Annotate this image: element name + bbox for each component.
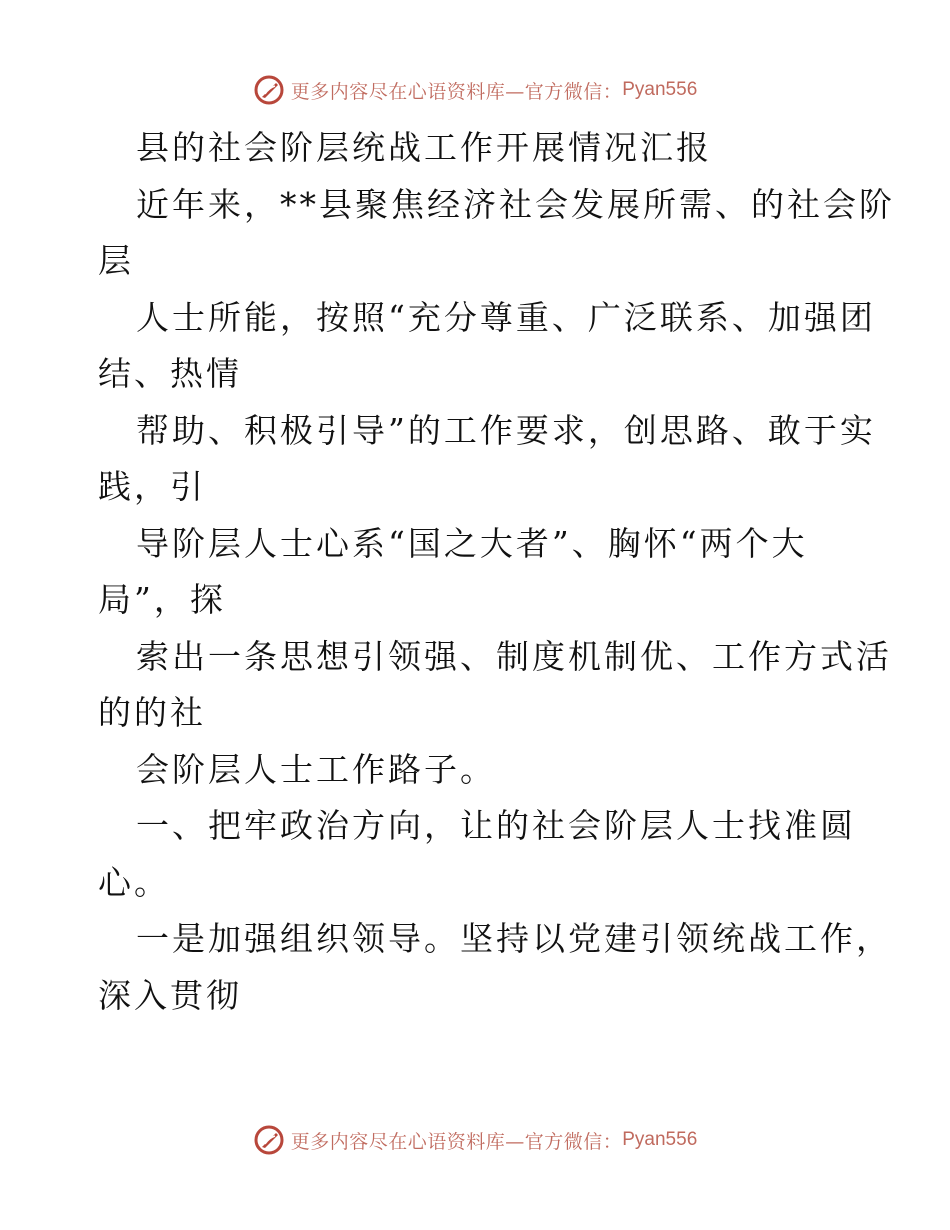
body-line: 帮助、积极引导”的工作要求，创思路、敢于实 [136,410,876,450]
quill-logo-icon [253,74,285,106]
footer-watermark [0,1120,950,1160]
document-body [98,120,895,1024]
body-line: 导阶层人士心系“国之大者”、胸怀“两个大 [136,523,808,563]
body-line: 近年来，**县聚焦经济社会发展所需、的社会阶 [136,184,895,224]
body-line: 人士所能，按照“充分尊重、广泛联系、加强团 [136,297,876,337]
body-line: 层 [98,241,134,280]
document-title: 县的社会阶层统战工作开展情况汇报 [136,128,712,167]
section-heading: 一、把牢政治方向，让的社会阶层人士找准圆 [136,806,856,845]
body-line: 索出一条思想引领强、制度机制优、工作方式活 [136,636,892,676]
body-line: 局”，探 [98,580,226,619]
body-line: 的的社 [98,693,206,732]
body-line: 一是加强组织领导。坚持以党建引领统战工作， [136,919,892,958]
body-line: 践，引 [98,467,206,506]
watermark-wechat-id: Pyan556 [622,79,698,100]
watermark-text: 更多内容尽在心语资料库—官方微信： [290,1130,623,1153]
quill-logo-icon [253,1124,285,1156]
body-line: 深入贯彻 [98,975,242,1015]
body-line: 会阶层人士工作路子。 [136,749,496,789]
watermark-wechat-id: Pyan556 [622,1129,698,1150]
header-watermark [0,70,950,110]
watermark-text: 更多内容尽在心语资料库—官方微信： [290,80,623,103]
body-line: 心。 [98,862,170,902]
body-line: 结、热情 [98,354,242,393]
